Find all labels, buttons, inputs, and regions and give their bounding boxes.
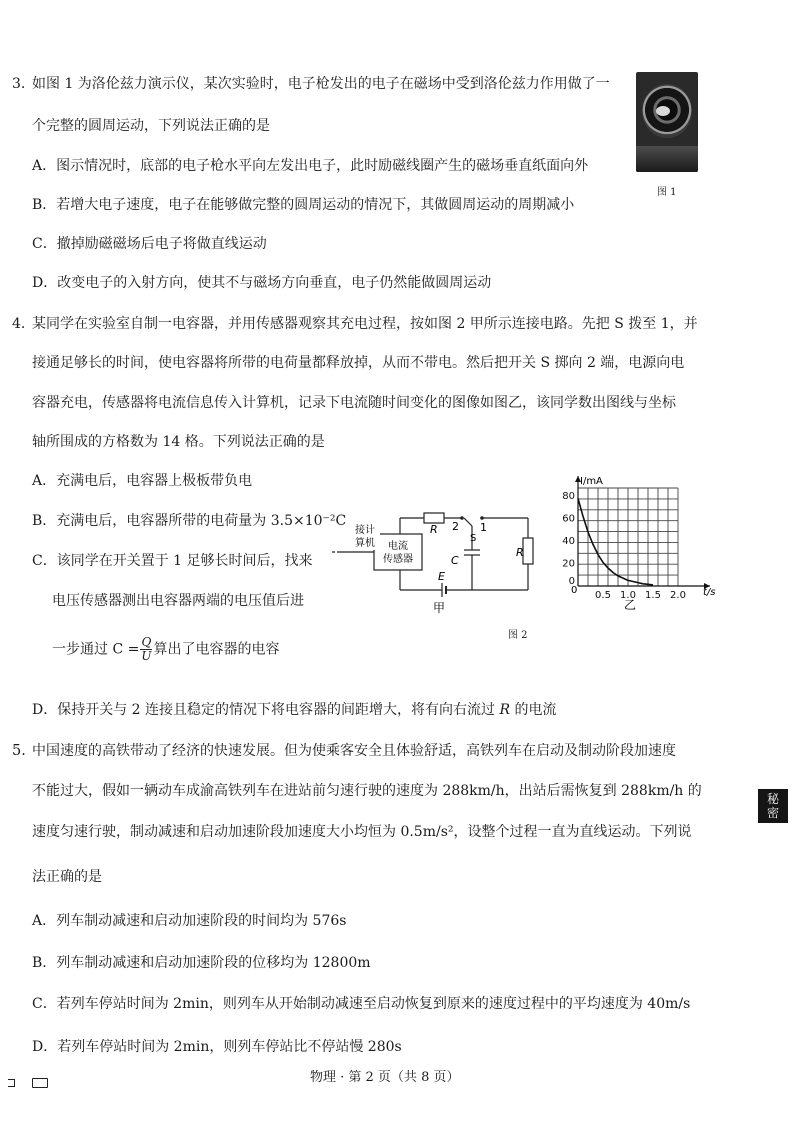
q5-stem-line4: 法正确的是: [32, 869, 102, 885]
lorentz-demo-photo: [636, 72, 698, 172]
footer-mark-rect-icon: [32, 1078, 48, 1088]
graph-origin-label: 0: [571, 585, 578, 596]
circuit-resistor-right: [523, 538, 533, 564]
q5-option-b: B．列车制动减速和启动加速阶段的位移均为 12800m: [32, 955, 371, 971]
q4-option-c-formula-tail: 算出了电容器的电容: [153, 641, 280, 658]
page-footer: 物理 · 第 2 页（共 8 页）: [310, 1070, 460, 1085]
circuit-caption: 甲: [433, 601, 446, 615]
computer-label-line1: 接计: [355, 525, 375, 536]
y-tick-label: 0: [568, 576, 575, 587]
label-r-top: R: [430, 523, 438, 536]
q4-option-d: [32, 700, 556, 720]
sensor-label-line1: 电流: [388, 541, 408, 552]
q4-stem-line2: 接通足够长的时间，使电容器将所带的电荷量都释放掉，从而不带电。然后把开关 S 掷向 2 端，电源向电: [32, 355, 685, 371]
q4-number: 4.: [12, 316, 26, 332]
q5-option-a: A．列车制动减速和启动加速阶段的时间均为 576s: [32, 913, 347, 929]
label-contact-1: 1: [480, 521, 487, 534]
graph-y-axis-label: I/mA: [580, 476, 603, 487]
computer-label-line2: 算机: [355, 538, 375, 549]
confidential-tab: [758, 789, 788, 823]
q4-option-c-line2: 电压传感器测出电容器两端的电压值后进: [52, 593, 304, 609]
q4-stem-line1: 某同学在实验室自制一电容器，并用传感器观察其充电过程，按如图 2 甲所示连接电路。先把 S 拨至 1，并: [32, 316, 698, 332]
circuit-resistor-top: [424, 513, 444, 523]
y-tick-label: 20: [562, 558, 575, 570]
x-tick-label: 0.5: [595, 590, 611, 601]
q4-stem-line3: 容器充电，传感器将电流信息传入计算机，记录下电流随时间变化的图像如图乙，该同学数出图线与坐标: [32, 395, 676, 411]
label-r-right: R: [516, 546, 524, 559]
label-capacitor-c: C: [451, 554, 459, 567]
graph-grid: [578, 488, 678, 586]
footer-mark-small-icon: [8, 1079, 15, 1087]
q5-option-c: C．若列车停站时间为 2min，则列车从开始制动减速至启动恢复到原来的速度过程中的平均速度为 40m/s: [32, 996, 691, 1012]
x-tick-label: 2.0: [670, 590, 686, 601]
y-tick-label: 40: [562, 536, 575, 547]
q5-stem-line1: 中国速度的高铁带动了经济的快速发展。但为使乘客安全且体验舒适，高铁列车在启动及制动阶段加速度: [32, 743, 676, 759]
sensor-label-line2: 传感器: [383, 554, 413, 565]
q4-option-a: A．充满电后，电容器上极板带负电: [32, 473, 253, 489]
q3-stem-line2: 个完整的圆周运动，下列说法正确的是: [32, 118, 270, 134]
graph-series-line: [578, 498, 653, 585]
q4-option-d-tail: 的电流: [514, 702, 557, 718]
switch-contact-1: [480, 516, 484, 520]
confidential-tab-char2: 密: [766, 806, 779, 820]
label-contact-2: 2: [452, 520, 459, 533]
q4-option-d-lead: D．保持开关与 2 连接且稳定的情况下将电容器的间距增大，将有向右流过: [32, 702, 496, 718]
figure-1-label: 图 1: [657, 187, 677, 198]
q4-option-c-line1: C．该同学在开关置于 1 足够长时间后，找来: [32, 553, 313, 569]
q5-option-d: D．若列车停站时间为 2min，则列车停站比不停站慢 280s: [32, 1039, 402, 1055]
graph-x-axis-label: t/s: [703, 587, 716, 598]
x-tick-label: 1.5: [645, 590, 661, 601]
label-switch-s: S: [470, 533, 477, 544]
capacitance-fraction: [140, 636, 152, 663]
q5-stem-line3: 速度匀速行驶，制动减速和启动加速阶段加速度大小均恒为 0.5m/s²，设整个过程一直为直线运动。下列说: [32, 824, 692, 840]
q3-option-c: C．撤掉励磁磁场后电子将做直线运动: [32, 236, 267, 252]
current-time-graph: [560, 472, 725, 612]
confidential-tab-char1: 秘: [766, 792, 779, 806]
q4-option-b: B．充满电后，电容器所带的电荷量为 3.5×10⁻²C: [32, 513, 347, 529]
q3-stem-line1: 如图 1 为洛伦兹力演示仪，某次实验时，电子枪发出的电子在磁场中受到洛伦兹力作用做了一: [32, 76, 610, 92]
y-tick-label: 80: [562, 491, 575, 502]
fraction-numerator: Q: [141, 635, 152, 649]
q3-option-a: A．图示情况时，底部的电子枪水平向左发出电子，此时励磁线圈产生的磁场垂直纸面向外: [32, 158, 589, 174]
q4-option-c-line3: [52, 636, 279, 663]
switch-contact-2: [460, 516, 464, 520]
q4-option-c-formula-lead: 一步通过 C =: [52, 641, 140, 658]
q4-stem-line4: 轴所围成的方格数为 14 格。下列说法正确的是: [32, 434, 325, 450]
fraction-denominator: U: [141, 649, 152, 663]
label-battery-e: E: [438, 570, 445, 583]
graph-axes: [575, 476, 710, 589]
figure-2-label: 图 2: [508, 630, 528, 641]
q5-stem-line2: 不能过大，假如一辆动车成渝高铁列车在进站前匀速行驶的速度为 288km/h，出站后需恢复到 288km/h 的: [32, 783, 702, 799]
switch-blade: [464, 518, 472, 526]
y-tick-label: 60: [562, 513, 575, 525]
q3-number: 3.: [12, 76, 26, 92]
circuit-diagram: [330, 498, 545, 618]
q4-option-d-variable: R: [499, 702, 511, 718]
footer-marks: [8, 1072, 48, 1091]
graph-caption: 乙: [624, 598, 637, 612]
q3-option-d: D．改变电子的入射方向，使其不与磁场方向垂直，电子仍然能做圆周运动: [32, 275, 492, 291]
q3-option-b: B．若增大电子速度，电子在能够做完整的圆周运动的情况下，其做圆周运动的周期减小: [32, 197, 575, 213]
x-tick-label: 1.0: [620, 590, 636, 601]
q5-number: 5.: [12, 743, 26, 759]
